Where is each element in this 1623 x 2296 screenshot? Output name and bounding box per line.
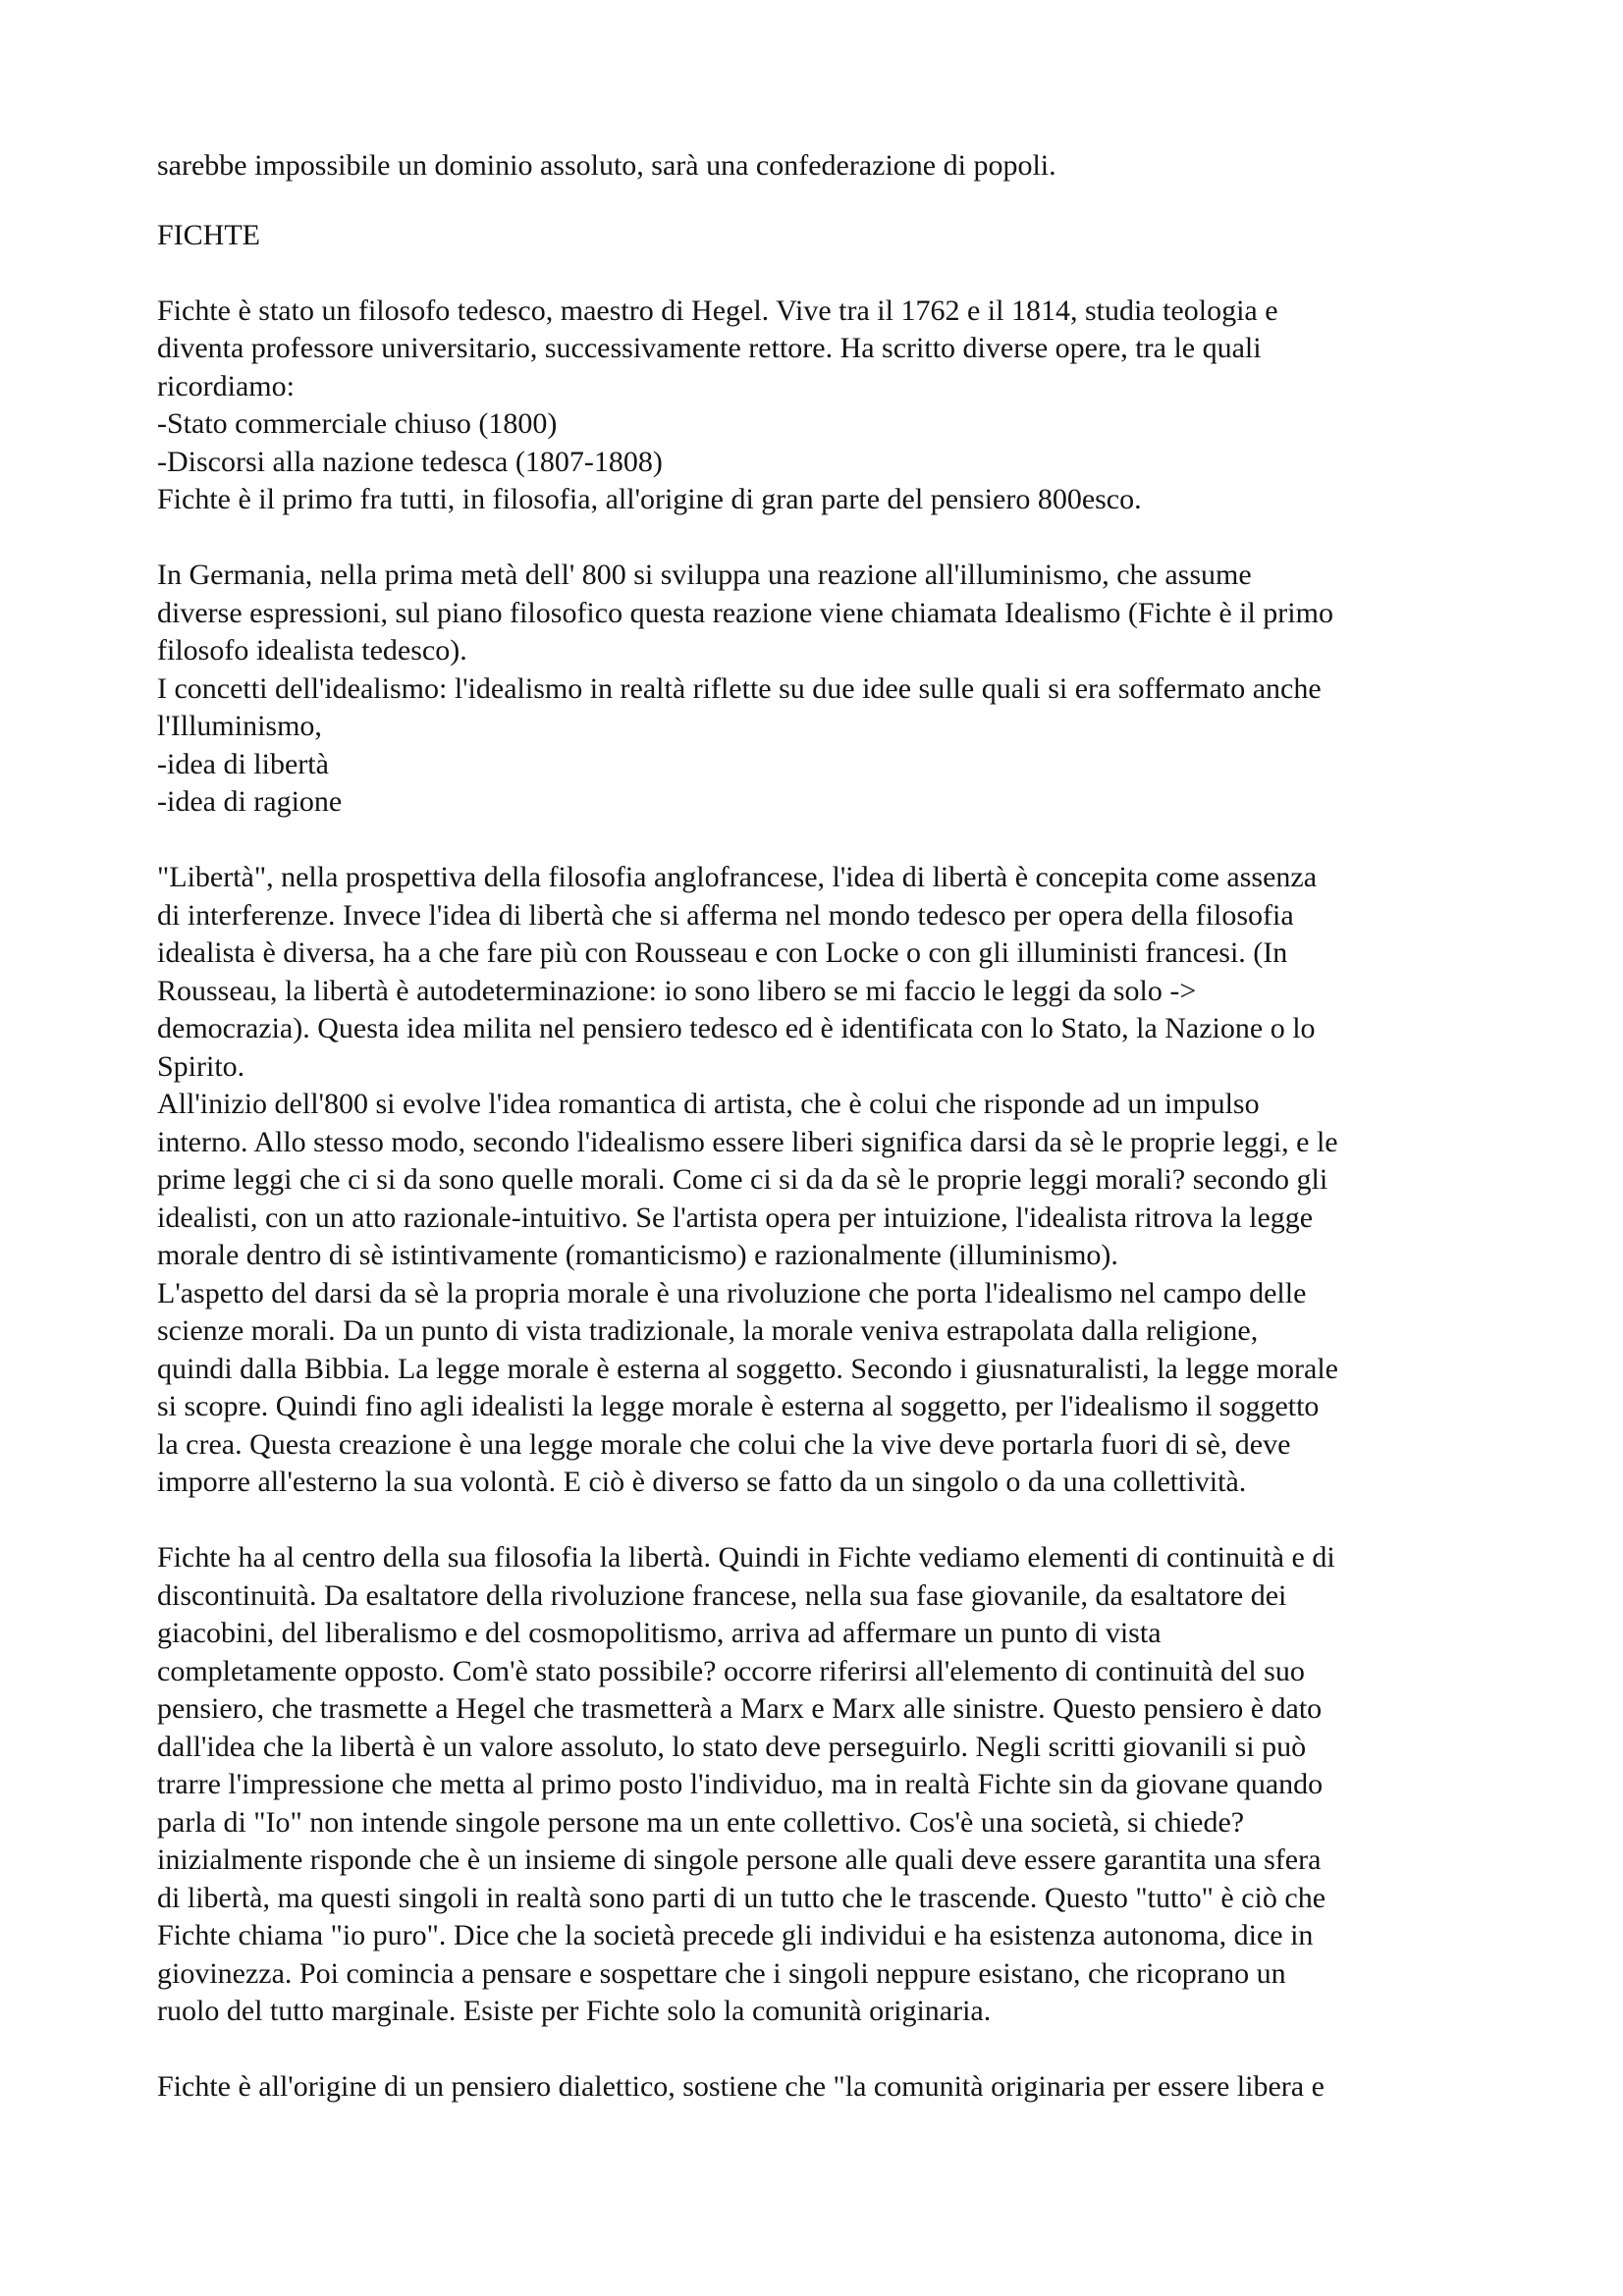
paragraph-gap <box>157 2031 1492 2069</box>
text-line: I concetti dell'idealismo: l'idealismo in realtà riflette su due idee sulle quali si era soffermato anche <box>157 671 1322 705</box>
text-line: diventa professore universitario, successivamente rettore. Ha scritto diverse opere, tra le quali <box>157 332 1262 364</box>
paragraph <box>157 557 1492 822</box>
paragraph-gap <box>157 1502 1492 1540</box>
text-line: -idea di ragione <box>157 785 343 818</box>
text-line: -Stato commerciale chiuso (1800) <box>157 407 558 440</box>
text-line: idealista è diversa, ha a che fare più con Rousseau e con Locke o con gli illuministi francesi. (In <box>157 936 1288 969</box>
text-line: discontinuità. Da esaltatore della rivoluzione francese, nella sua fase giovanile, da esaltatore dei <box>157 1578 1287 1612</box>
text-line: dall'idea che la libertà è un valore assoluto, lo stato deve perseguirlo. Negli scritti giovanili si può <box>157 1730 1307 1763</box>
text-line: parla di "Io" non intende singole persone ma un ente collettivo. Cos'è una società, si chiede? <box>157 1805 1245 1839</box>
text-line: l'Illuminismo, <box>157 710 322 742</box>
text-line: Fichte è all'origine di un pensiero dialettico, sostiene che "la comunità originaria per essere libera e <box>157 2070 1325 2103</box>
text-line: di libertà, ma questi singoli in realtà sono parti di un tutto che le trascende. Questo "tutto" è ciò che <box>157 1881 1326 1914</box>
paragraph <box>157 1539 1492 2031</box>
section-title: FICHTE <box>157 218 260 251</box>
paragraph <box>157 293 1492 519</box>
text-line: giacobini, del liberalismo e del cosmopolitismo, arriva ad affermare un punto di vista <box>157 1617 1162 1649</box>
text-line: ruolo del tutto marginale. Esiste per Fichte solo la comunità originaria. <box>157 1995 992 2027</box>
text-line: ricordiamo: <box>157 369 295 402</box>
text-line: interno. Allo stesso modo, secondo l'idealismo essere liberi significa darsi da sè le proprie leggi, e le <box>157 1125 1338 1158</box>
text-line: la crea. Questa creazione è una legge morale che colui che la vive deve portarla fuori di sè, deve <box>157 1427 1291 1461</box>
text-line: morale dentro di sè istintivamente (romanticismo) e razionalmente (illuminismo). <box>157 1239 1118 1271</box>
text-line: quindi dalla Bibbia. La legge morale è esterna al soggetto. Secondo i giusnaturalisti, la legge morale <box>157 1352 1338 1385</box>
text-line: giovinezza. Poi comincia a pensare e sospettare che i singoli neppure esistano, che ricoprano un <box>157 1956 1286 1990</box>
text-line: imporre all'esterno la sua volontà. E ciò è diverso se fatto da un singolo o da una collettività. <box>157 1466 1247 1498</box>
text-line: Spirito. <box>157 1049 245 1083</box>
text-line: Fichte chiama "io puro". Dice che la società precede gli individui e ha esistenza autonoma, dice in <box>157 1919 1314 1951</box>
body-text <box>157 293 1492 2107</box>
text-line: Fichte ha al centro della sua filosofia la libertà. Quindi in Fichte vediamo elementi di continuità e di <box>157 1541 1335 1574</box>
text-line: di interferenze. Invece l'idea di libertà che si afferma nel mondo tedesco per opera della filosofia <box>157 898 1294 932</box>
text-line: idealisti, con un atto razionale-intuitivo. Se l'artista opera per intuizione, l'idealista ritrova la legge <box>157 1201 1314 1234</box>
spacer <box>157 254 1492 293</box>
text-line: Rousseau, la libertà è autodeterminazione: io sono libero se mi faccio le leggi da solo -> <box>157 974 1197 1007</box>
spacer <box>157 186 1492 217</box>
paragraph-gap <box>157 519 1492 558</box>
text-line: In Germania, nella prima metà dell' 800 si sviluppa una reazione all'illuminismo, che assume <box>157 559 1252 591</box>
text-line: "Libertà", nella prospettiva della filosofia anglofrancese, l'idea di libertà è concepita come assenza <box>157 861 1318 893</box>
text-line: si scopre. Quindi fino agli idealisti la legge morale è esterna al soggetto, per l'idealismo il soggetto <box>157 1390 1320 1422</box>
text-line: L'aspetto del darsi da sè la propria morale è una rivoluzione che porta l'idealismo nel campo delle <box>157 1276 1307 1309</box>
text-line: Fichte è stato un filosofo tedesco, maestro di Hegel. Vive tra il 1762 e il 1814, studia teologia e <box>157 294 1278 327</box>
paragraph <box>157 2068 1492 2107</box>
paragraph-gap <box>157 822 1492 860</box>
text-line: All'inizio dell'800 si evolve l'idea romantica di artista, che è colui che risponde ad un impulso <box>157 1088 1260 1120</box>
opening-line: sarebbe impossibile un dominio assoluto, sarà una confederazione di popoli. <box>157 149 1056 182</box>
text-line: filosofo idealista tedesco). <box>157 634 467 667</box>
text-line: Fichte è il primo fra tutti, in filosofia, all'origine di gran parte del pensiero 800esco. <box>157 483 1142 515</box>
text-line: -idea di libertà <box>157 747 329 780</box>
text-line: pensiero, che trasmette a Hegel che trasmetterà a Marx e Marx alle sinistre. Questo pensiero è dato <box>157 1692 1323 1725</box>
text-line: trarre l'impressione che metta al primo posto l'individuo, ma in realtà Fichte sin da giovane quando <box>157 1768 1324 1800</box>
text-line: prime leggi che ci si da sono quelle morali. Come ci si da da sè le proprie leggi morali? secondo gli <box>157 1163 1328 1196</box>
document-page <box>157 147 1492 2107</box>
text-line: democrazia). Questa idea milita nel pensiero tedesco ed è identificata con lo Stato, la Nazione o lo <box>157 1012 1316 1044</box>
text-line: completamente opposto. Com'è stato possibile? occorre riferirsi all'elemento di continuità del suo <box>157 1654 1305 1687</box>
text-line: scienze morali. Da un punto di vista tradizionale, la morale veniva estrapolata dalla religione, <box>157 1314 1259 1347</box>
text-line: inizialmente risponde che è un insieme di singole persone alle quali deve essere garantita una sfera <box>157 1843 1322 1876</box>
text-line: -Discorsi alla nazione tedesca (1807-1808) <box>157 445 663 478</box>
text-line: diverse espressioni, sul piano filosofico questa reazione viene chiamata Idealismo (Fichte è il primo <box>157 596 1333 629</box>
paragraph <box>157 859 1492 1502</box>
